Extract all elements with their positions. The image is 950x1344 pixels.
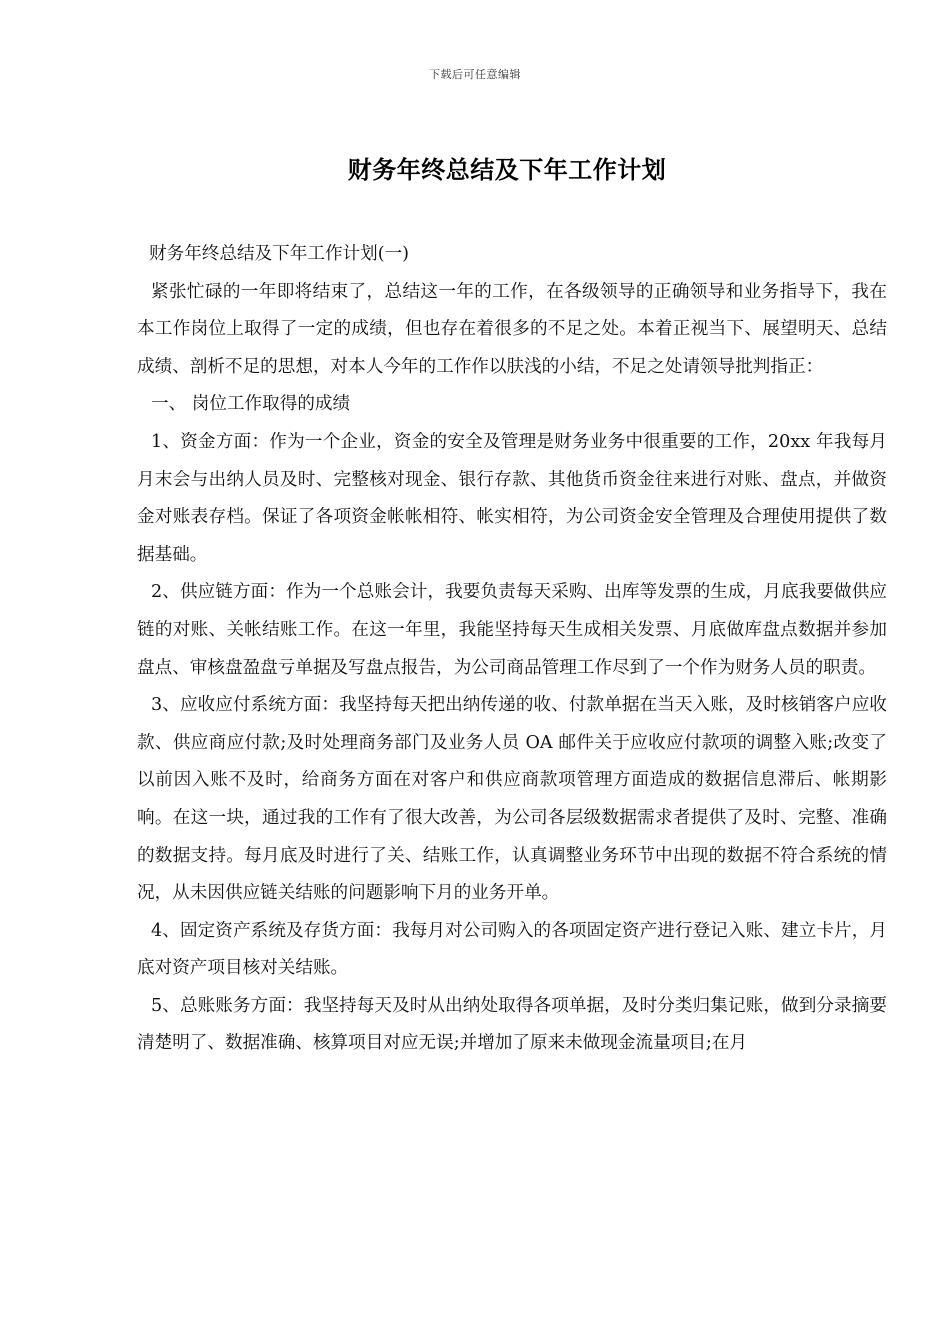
paragraph-fixed-assets: 4、固定资产系统及存货方面：我每月对公司购入的各项固定资产进行登记入账、建立卡片，月底对资产项目核对关结账。: [137, 920, 887, 979]
paragraph-supply-chain: 2、供应链方面：作为一个总账会计，我要负责每天采购、出库等发票的生成，月底我要做供应链的对账、关帐结账工作。在这一年里，我能坚持每天生成相关发票、月底做库盘点数据并参加盘点、审核盘盈盘亏单据及写盘点报告，为公司商品管理工作尽到了一个作为财务人员的职责。: [137, 582, 887, 678]
paragraph-general-ledger: 5、总账账务方面：我坚持每天及时从出纳处取得各项单据，及时分类归集记账，做到分录摘要清楚明了、数据准确、核算项目对应无误;并增加了原来未做现金流量项目;在月: [137, 995, 887, 1054]
section-subtitle: 财务年终总结及下年工作计划(一): [149, 244, 410, 264]
section-heading: 一、 岗位工作取得的成绩: [151, 394, 351, 415]
document-body: [137, 236, 887, 1063]
paragraph-funds: 1、资金方面：作为一个企业，资金的安全及管理是财务业务中很重要的工作，20xx 年我每月月末会与出纳人员及时、完整核对现金、银行存款、其他货币资金往来进行对账、盘点，并做资金对账表存档。保证了各项资金帐帐相符、帐实相符，为公司资金安全管理及合理使用提供了数据基础。: [137, 431, 887, 565]
header-note: 下载后可任意编辑: [429, 68, 521, 81]
document-title: 财务年终总结及下年工作计划: [347, 156, 667, 184]
paragraph-receivables-payables: 3、应收应付系统方面：我坚持每天把出纳传递的收、付款单据在当天入账，及时核销客户应收款、供应商应付款;及时处理商务部门及业务人员 OA 邮件关于应收应付款项的调整入账;改变了以前因入账不及时，给商务方面在对客户和供应商款项管理方面造成的数据信息滞后、帐期影响。在这一块，通过我的工作有了很大改善，为公司各层级数据需求者提供了及时、完整、准确的数据支持。每月底及时进行了关、结账工作，认真调整业务环节中出现的数据不符合系统的情况，从未因供应链关结账的问题影响下月的业务开单。: [137, 695, 887, 904]
intro-paragraph: 紧张忙碌的一年即将结束了，总结这一年的工作，在各级领导的正确领导和业务指导下，我在本工作岗位上取得了一定的成绩，但也存在着很多的不足之处。本着正视当下、展望明天、总结成绩、剖析不足的思想，对本人今年的工作作以肤浅的小结，不足之处请领导批判指正：: [137, 281, 887, 377]
